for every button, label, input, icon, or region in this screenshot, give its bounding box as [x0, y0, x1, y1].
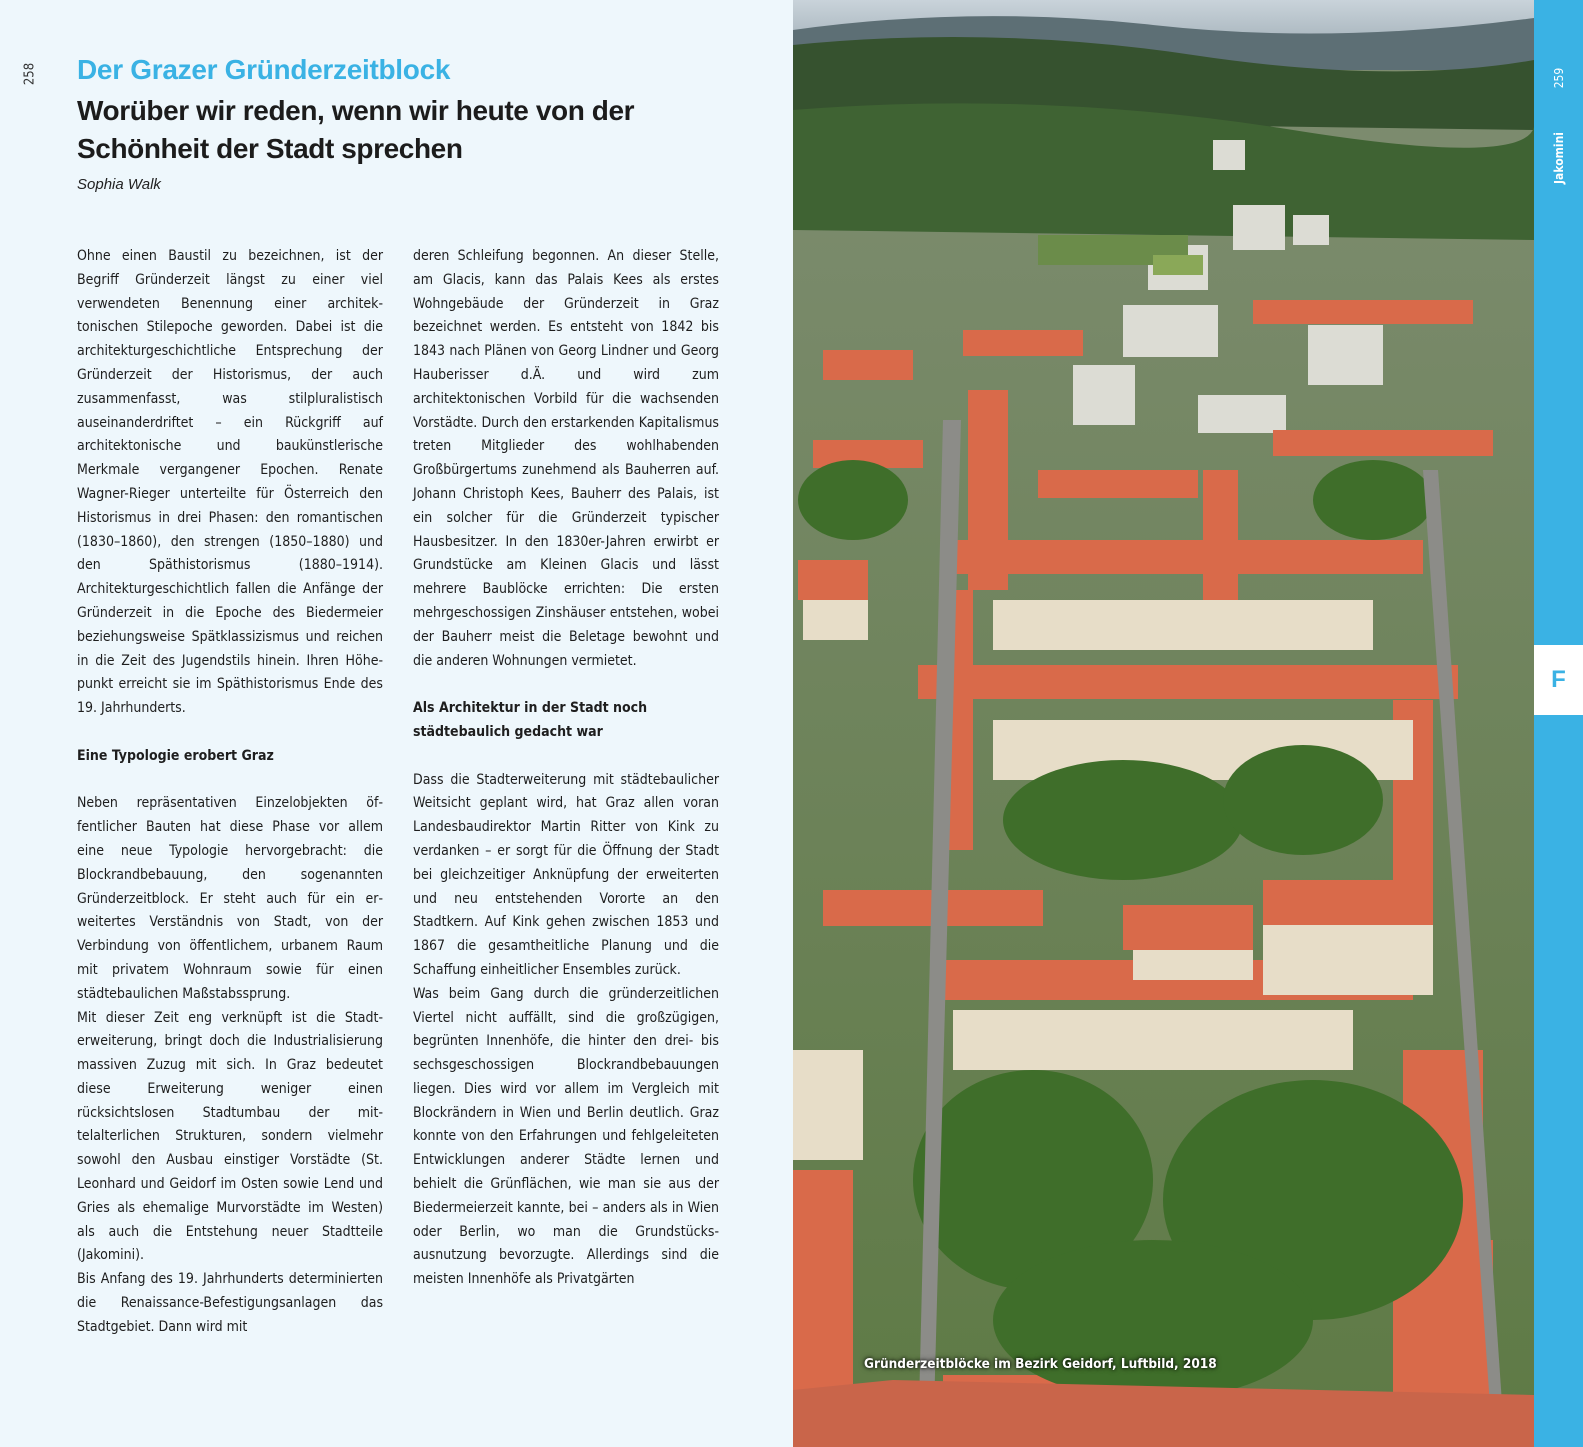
paragraph: Dass die Stadterweiterung mit städtebaulicher Weitsicht geplant wird, hat Graz allen voran Landesbaudirektor Martin Ritter von Kink zu verdanken – er sorgt für die Öffnung der Stadt bei gleichzeitiger Anknüpfung der erweiterten und neu entstehenden Vororte an den Stadtkern. Auf Kink gehen zwischen 1853 und 1867 die gesamtheitliche Planung und die Schaffung einheitlicher Ensembles zurück. [413, 771, 719, 978]
chapter-tab: F [1534, 645, 1583, 715]
aerial-photo [793, 0, 1534, 1447]
section-heading: Als Architektur in der Stadt noch städtebaulich gedacht war [413, 700, 648, 740]
aerial-photo-illustration [793, 0, 1534, 1447]
section-label: Jakomini [1551, 132, 1566, 184]
page-number-right: 259 [1551, 67, 1566, 89]
article-title: Worüber wir reden, wenn wir heute von der Schönheit der Stadt sprechen [77, 95, 635, 164]
article-kicker: Der Grazer Gründerzeitblock [77, 54, 451, 85]
section-sidebar [1534, 0, 1583, 1447]
text-column-2 [413, 245, 719, 1292]
paragraph: Bis Anfang des 19. Jahrhunderts determinierten die Renaissance-Befestigungsanlagen das Stadtgebiet. Dann wird mit [77, 1271, 383, 1335]
section-heading: Eine Typologie erobert Graz [77, 747, 274, 764]
paragraph: Ohne einen Baustil zu bezeichnen, ist der Begriff Gründerzeit längst zu einer viel verwendeten Benennung einer architektonischen Stilepoche geworden. Dabei ist die architekturgeschichtliche Entsprechung der Gründerzeit der Historismus, der auch zusammenfasst, was stilpluralistisch auseinanderdriftet – ein Rückgriff auf architektonische und baukünstlerische Merkmale vergangener Epochen. Renate Wagner-Rieger unterteilte für Österreich den Historismus in drei Phasen: den romantischen (1830–1860), den strengen (1850–1880) und den Späthistorismus (1880–1914). Architekturgeschichtlich fallen die Anfänge der Gründerzeit in die Epoche des Biedermeier beziehungsweise Spätklassizismus und reichen in die Zeit des Jugendstils hinein. Ihren Höhepunkt erreicht sie im Späthistorismus Ende des 19. Jahrhunderts. [77, 248, 383, 717]
paragraph: Neben repräsentativen Einzelobjekten öffentlicher Bauten hat diese Phase vor allem eine neue Typologie hervorgebracht: die Blockrandbebauung, den sogenannten Gründerzeitblock. Er steht auch für ein erweitertes Verständnis von Stadt, von der Verbindung von öffentlichem, urbanem Raum mit privatem Wohnraum sowie für einen städtebaulichen Maßstabssprung. [77, 795, 383, 1002]
paragraph: Mit dieser Zeit eng verknüpft ist die Stadterweiterung, bringt doch die Industrialisierung massiven Zuzug mit sich. In Graz bedeutet diese Erweiterung weniger einen rücksichtslosen Stadtumbau der mittelalterlichen Strukturen, sondern vielmehr sowohl den Ausbau einstiger Vorstädte (St. Leonhard und Geidorf im Osten sowie Lend und Gries als ehemalige Murvorstädte im Westen) als auch die Entstehung neuer Stadtteile (Jakomini). [77, 1009, 383, 1264]
paragraph: Was beim Gang durch die gründerzeitlichen Viertel nicht auffällt, sind die großzügigen, begrünten Innenhöfe, die hinter den drei- bis sechsgeschossigen Blockrandbebauungen liegen. Dies wird vor allem im Vergleich mit Blockrändern in Wien und Berlin deutlich. Graz konnte von den Erfahrungen und fehlgeleiteten Entwicklungen anderer Städte lernen und behielt die Grünflächen, wie man sie aus der Biedermeierzeit kannte, bei – anders als in Wien oder Berlin, wo man die Grundstücksausnutzung bevorzugte. Allerdings sind die meisten Innenhöfe als Privatgärten [413, 985, 719, 1288]
page-number-left: 258 [22, 62, 38, 86]
article-author: Sophia Walk [77, 176, 161, 193]
photo-caption: Gründerzeitblöcke im Bezirk Geidorf, Luftbild, 2018 [864, 1356, 1217, 1372]
text-column-1 [77, 245, 383, 1340]
paragraph: deren Schleifung begonnen. An dieser Stelle, am Glacis, kann das Palais Kees als erstes Wohngebäude der Gründerzeit in Graz bezeichnet werden. Es entsteht von 1842 bis 1843 nach Plänen von Georg Lindner und Georg Hauberisser d.Ä. und wird zum architektonischen Vorbild für die wachsenden Vorstädte. Durch den erstarkenden Kapitalismus treten Mitglieder des wohlhabenden Großbürgertums zunehmend als Bauherren auf. Johann Christoph Kees, Bauherr des Palais, ist ein solcher für die Gründerzeit typischer Hausbesitzer. In den 1830er-Jahren erwirbt er Grundstücke am Kleinen Glacis und lässt mehrere Baublöcke errichten: Die ersten mehrgeschossigen Zinshäuser entstehen, wobei der Bauherr meist die Beletage bewohnt und die anderen Wohnungen vermietet. [413, 248, 719, 669]
